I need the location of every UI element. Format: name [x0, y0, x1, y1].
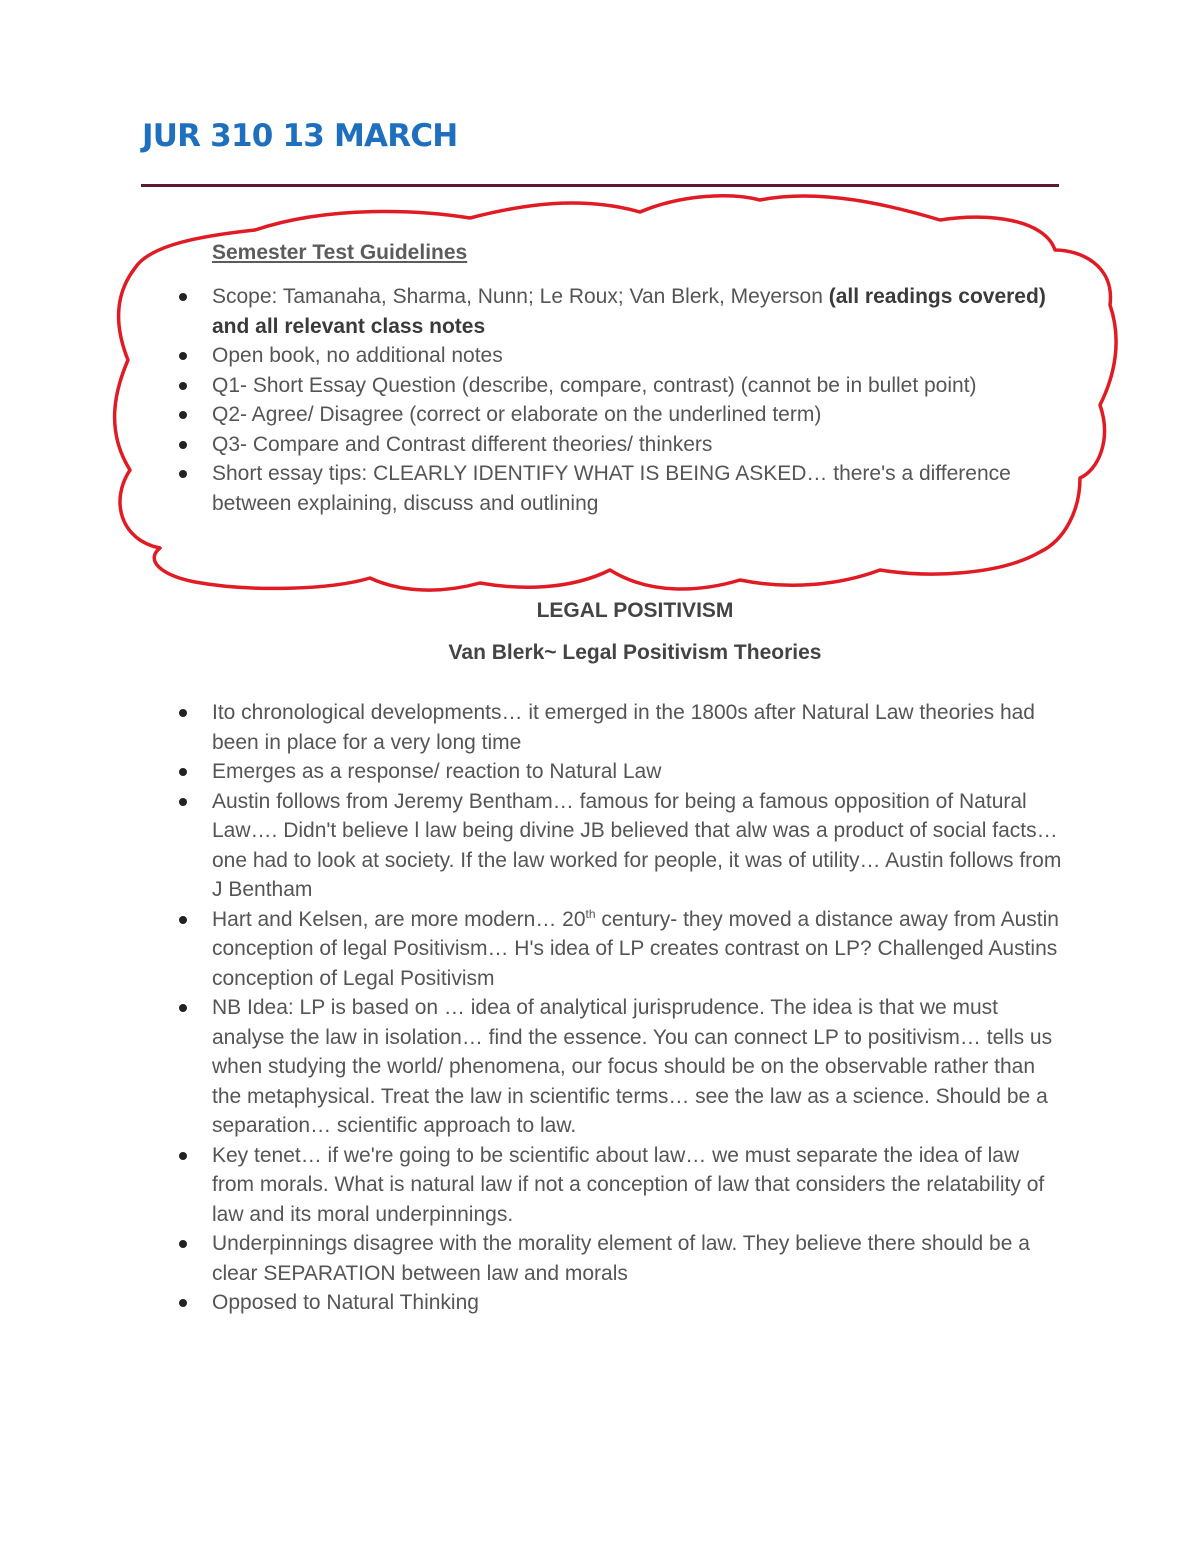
section-subheading: Van Blerk~ Legal Positivism Theories	[448, 641, 822, 664]
list-item: Q2- Agree/ Disagree (correct or elaborate on the underlined term)	[142, 400, 1062, 430]
scope-bold-text: (all readings covered) and all relevant class notes	[212, 285, 1046, 338]
list-item: Q1- Short Essay Question (describe, compare, contrast) (cannot be in bullet point)	[142, 371, 1062, 401]
guidelines-heading: Semester Test Guidelines	[212, 241, 468, 264]
scope-text: Scope: Tamanaha, Sharma, Nunn; Le Roux; Van Blerk, Meyerson	[212, 285, 829, 308]
note-text: Hart and Kelsen, are more modern… 20	[212, 907, 586, 931]
legal-positivism-notes-list	[142, 698, 1062, 1318]
list-item: Underpinnings disagree with the morality element of law. They believe there should be a clear SEPARATION between law and morals	[142, 1229, 1062, 1288]
guidelines-list	[142, 282, 1062, 518]
list-item	[142, 282, 1062, 341]
list-item: Key tenet… if we're going to be scientific about law… we must separate the idea of law from morals. What is natural law if not a conception of law that considers the relatability of law and its moral underpinnings.	[142, 1141, 1062, 1230]
list-item: Austin follows from Jeremy Bentham… famous for being a famous opposition of Natural Law…. Didn't believe l law being divine JB believed that alw was a product of social facts… one had to look at society. If the law worked for people, it was of utility… Austin follows from J Bentham	[142, 787, 1062, 905]
list-item	[142, 905, 1062, 994]
list-item: Opposed to Natural Thinking	[142, 1288, 1062, 1318]
note-text: century- they moved a distance away from Austin conception of legal Positivism… H's idea of LP creates contrast on LP? Challenged Austins conception of Legal Positivism	[212, 907, 1059, 990]
list-item: NB Idea: LP is based on … idea of analytical jurisprudence. The idea is that we must analyse the law in isolation… find the essence. You can connect LP to positivism… tells us when studying the world/ phenomena, our focus should be on the observable rather than the metaphysical. Treat the law in scientific terms… see the law as a science. Should be a separation… scientific approach to law.	[142, 993, 1062, 1141]
ordinal-superscript: th	[585, 906, 596, 921]
list-item: Emerges as a response/ reaction to Natural Law	[142, 757, 1062, 787]
section-heading: LEGAL POSITIVISM	[536, 599, 734, 622]
list-item: Short essay tips: CLEARLY IDENTIFY WHAT IS BEING ASKED… there's a difference between explaining, discuss and outlining	[142, 459, 1062, 518]
list-item: Ito chronological developments… it emerged in the 1800s after Natural Law theories had been in place for a very long time	[142, 698, 1062, 757]
page-title: JUR 310 13 MARCH	[142, 118, 458, 154]
list-item: Open book, no additional notes	[142, 341, 1062, 371]
list-item: Q3- Compare and Contrast different theories/ thinkers	[142, 430, 1062, 460]
